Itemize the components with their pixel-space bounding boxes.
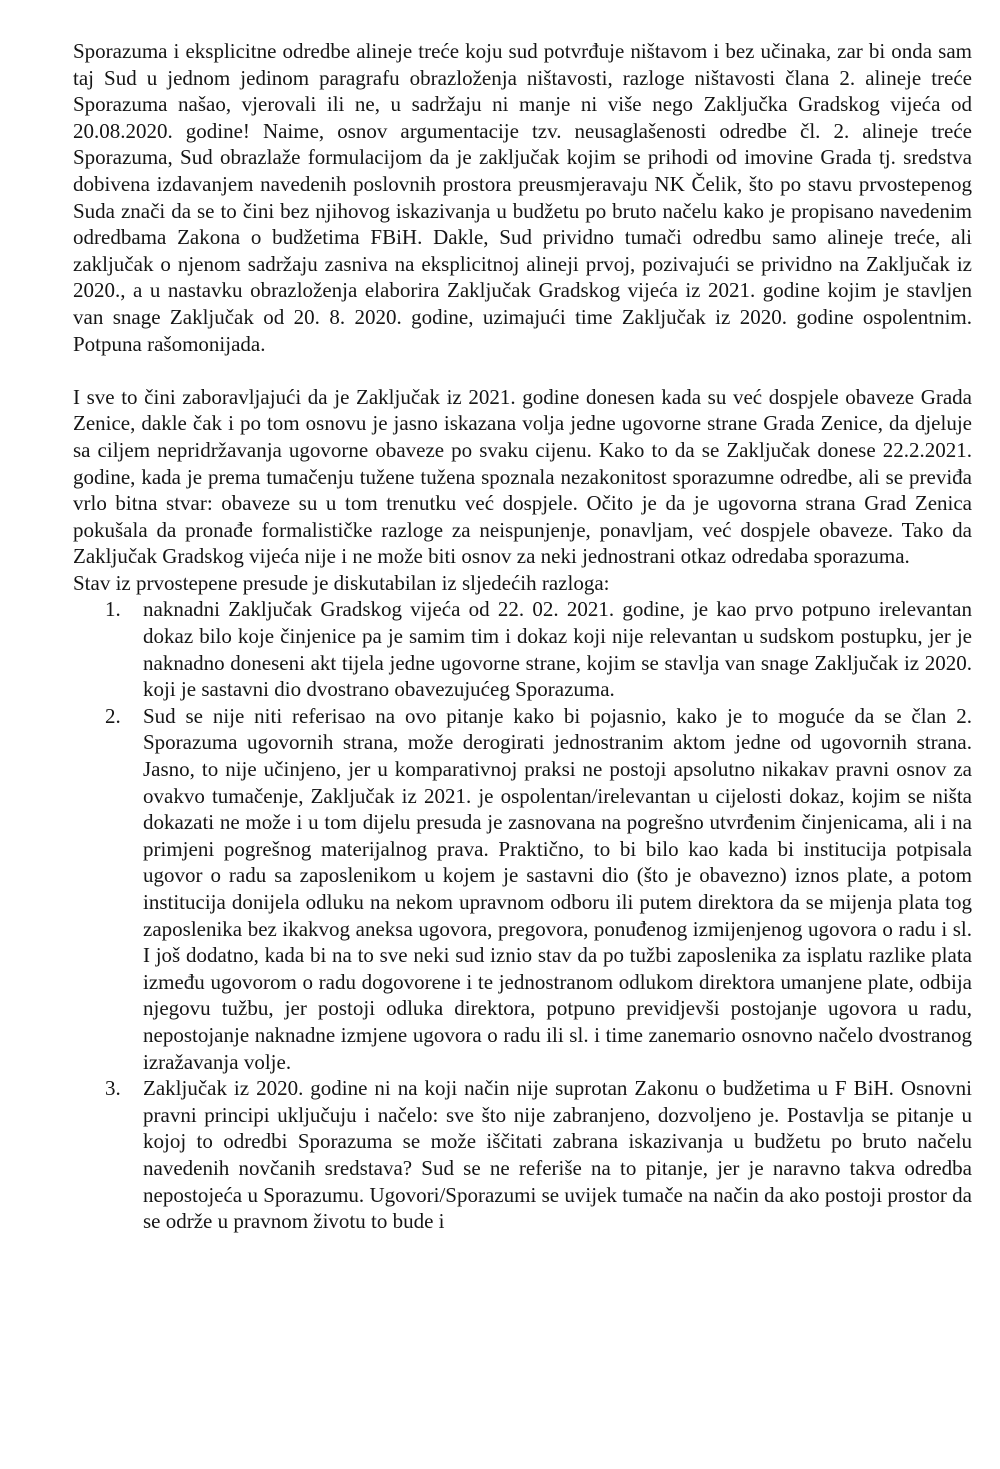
list-item-3-text: Zaključak iz 2020. godine ni na koji način nije suprotan Zakonu o budžetima u F BiH. Osnovni pravni principi uključuju i načelo: sve što nije zabranjeno, dozvoljeno je. Postavlja se pitanje u kojoj to odredbi Sporazuma se može iščitati zabrana iskazivanja u budžetu po bruto načelu navedenih novčanih sredstava? Sud se ne referiše na to pitanje, jer je naravno takva odredba nepostojeća u Sporazumu. Ugovori/Sporazumi se uvijek tumače na način da ako postoji prostor da se održe u pravnom životu to bude i (143, 1076, 972, 1234)
list-item-2-number: 2. (105, 703, 121, 728)
reasons-numbered-list (73, 596, 972, 1234)
list-item-1 (73, 596, 972, 702)
paragraph-argument-nistavost: Sporazuma i eksplicitne odredbe alineje treće koju sud potvrđuje ništavom i bez učinaka, zar bi onda sam taj Sud u jednom jedinom paragrafu obrazloženja ništavosti, razloge ništavosti člana 2. alineje treće Sporazuma našao, vjerovali ili ne, u sadržaju ni manje ni više nego Zaključka Gradskog vijeća od 20.08.2020. godine! Naime, osnov argumentacije tzv. neusaglašenosti odredbe čl. 2. alineje treće Sporazuma, Sud obrazlaže formulacijom da je zaključak kojim se prihodi od imovine Grada tj. sredstva dobivena izdavanjem navedenih poslovnih prostora preusmjeravaju NK Čelik, što po stavu prvostepenog Suda znači da se to čini bez njihovog iskazivanja u budžetu po bruto načelu kako je propisano navedenim odredbama Zakona o budžetima FBiH. Dakle, Sud prividno tumači odredbu samo alineje treće, ali zaključak o njenom sadržaju zasniva na eksplicitnoj alineji prvoj, pozivajući se prividno na Zaključak iz 2020., a u nastavku obrazloženja elaborira Zaključak Gradskog vijeća iz 2021. godine kojim je stavljen van snage Zaključak od 20. 8. 2020. godine, uzimajući time Zaključak iz 2020. godine ospolentnim. Potpuna rašomonijada. (73, 39, 972, 356)
list-item-1-number: 1. (105, 597, 121, 622)
list-intro-line: Stav iz prvostepene presude je diskutabilan iz sljedećih razloga: (73, 570, 610, 595)
list-item-2 (73, 703, 972, 1075)
paragraph-zakljucak-2021: I sve to čini zaboravljajući da je Zaključak iz 2021. godine donesen kada su već dospjele obaveze Grada Zenice, dakle čak i po tom osnovu je jasno iskazana volja jedne ugovorne strane Grada Zenice, da djeluje sa ciljem nepridržavanja ugovorne obaveze po svaku cijenu. Kako to da se Zaključak donese 22.2.2021. godine, kada je prema tumačenju tužene tužena spoznala nezakonitost sporazumne odredbe, ali se previđa vrlo bitna stvar: obaveze su u tom trenutku već dospjele. Očito je da je ugovorna strana Grad Zenica pokušala da pronađe formalističke razloge za neispunjenje, ponavljam, već dospjele obaveze. Tako da Zaključak Gradskog vijeća nije i ne može biti osnov za neki jednostrani otkaz odredaba sporazuma. (73, 384, 972, 569)
list-item-3-number: 3. (105, 1076, 121, 1101)
list-item-2-text: Sud se nije niti referisao na ovo pitanje kako bi pojasnio, kako je to moguće da se član 2. Sporazuma ugovornih strana, može derogirati jednostranim aktom jedne od ugovornih strana. Jasno, to nije učinjeno, jer u komparativnoj praksi ne postoji apsolutno nikakav pravni osnov za ovakvo tumačenje, Zaključak iz 2021. je ospolentan/irelevantan u cijelosti dokaz, kojim se ništa dokazati ne može i u tom dijelu presuda je zasnovana na pogrešno utvrđenim činjenicama, ali i na primjeni pogrešnog materijalnog prava. Praktično, to bi bilo kao kada bi institucija potpisala ugovor o radu sa zaposlenikom u kojem je sastavni dio (što je obavezno) iznos plate, a potom institucija donijela odluku na nekom upravnom odboru ili putem direktora da se mijenja plata tog zaposlenika bez ikakvog aneksa ugovora, pregovora, ponuđenog izmijenjenog ugovora o radu i sl. I još dodatno, kada bi na to sve neki sud iznio stav da po tužbi zaposlenika za isplatu razlike plata između ugovorom o radu dogovorene i te jednostranom odlukom direktora umanjene plate, odbija njegovu tužbu, jer postoji odluka direktora, potpuno previdjevši postojanje ugovora u radu, nepostojanje naknadne izmjene ugovora o radu ili sl. i time zanemario osnovno načelo dvostranog izražavanja volje. (143, 703, 972, 1074)
list-item-3 (73, 1075, 972, 1235)
list-item-1-text: naknadni Zaključak Gradskog vijeća od 22. 02. 2021. godine, je kao prvo potpuno irelevantan dokaz bilo koje činjenice pa je samim tim i dokaz koji nije relevantan u sudskom postupku, jer je naknadno doneseni akt tijela jedne ugovorne strane, kojim se stavlja van snage Zaključak iz 2020. koji je sastavni dio dvostrano obavezujućeg Sporazuma. (143, 597, 972, 702)
